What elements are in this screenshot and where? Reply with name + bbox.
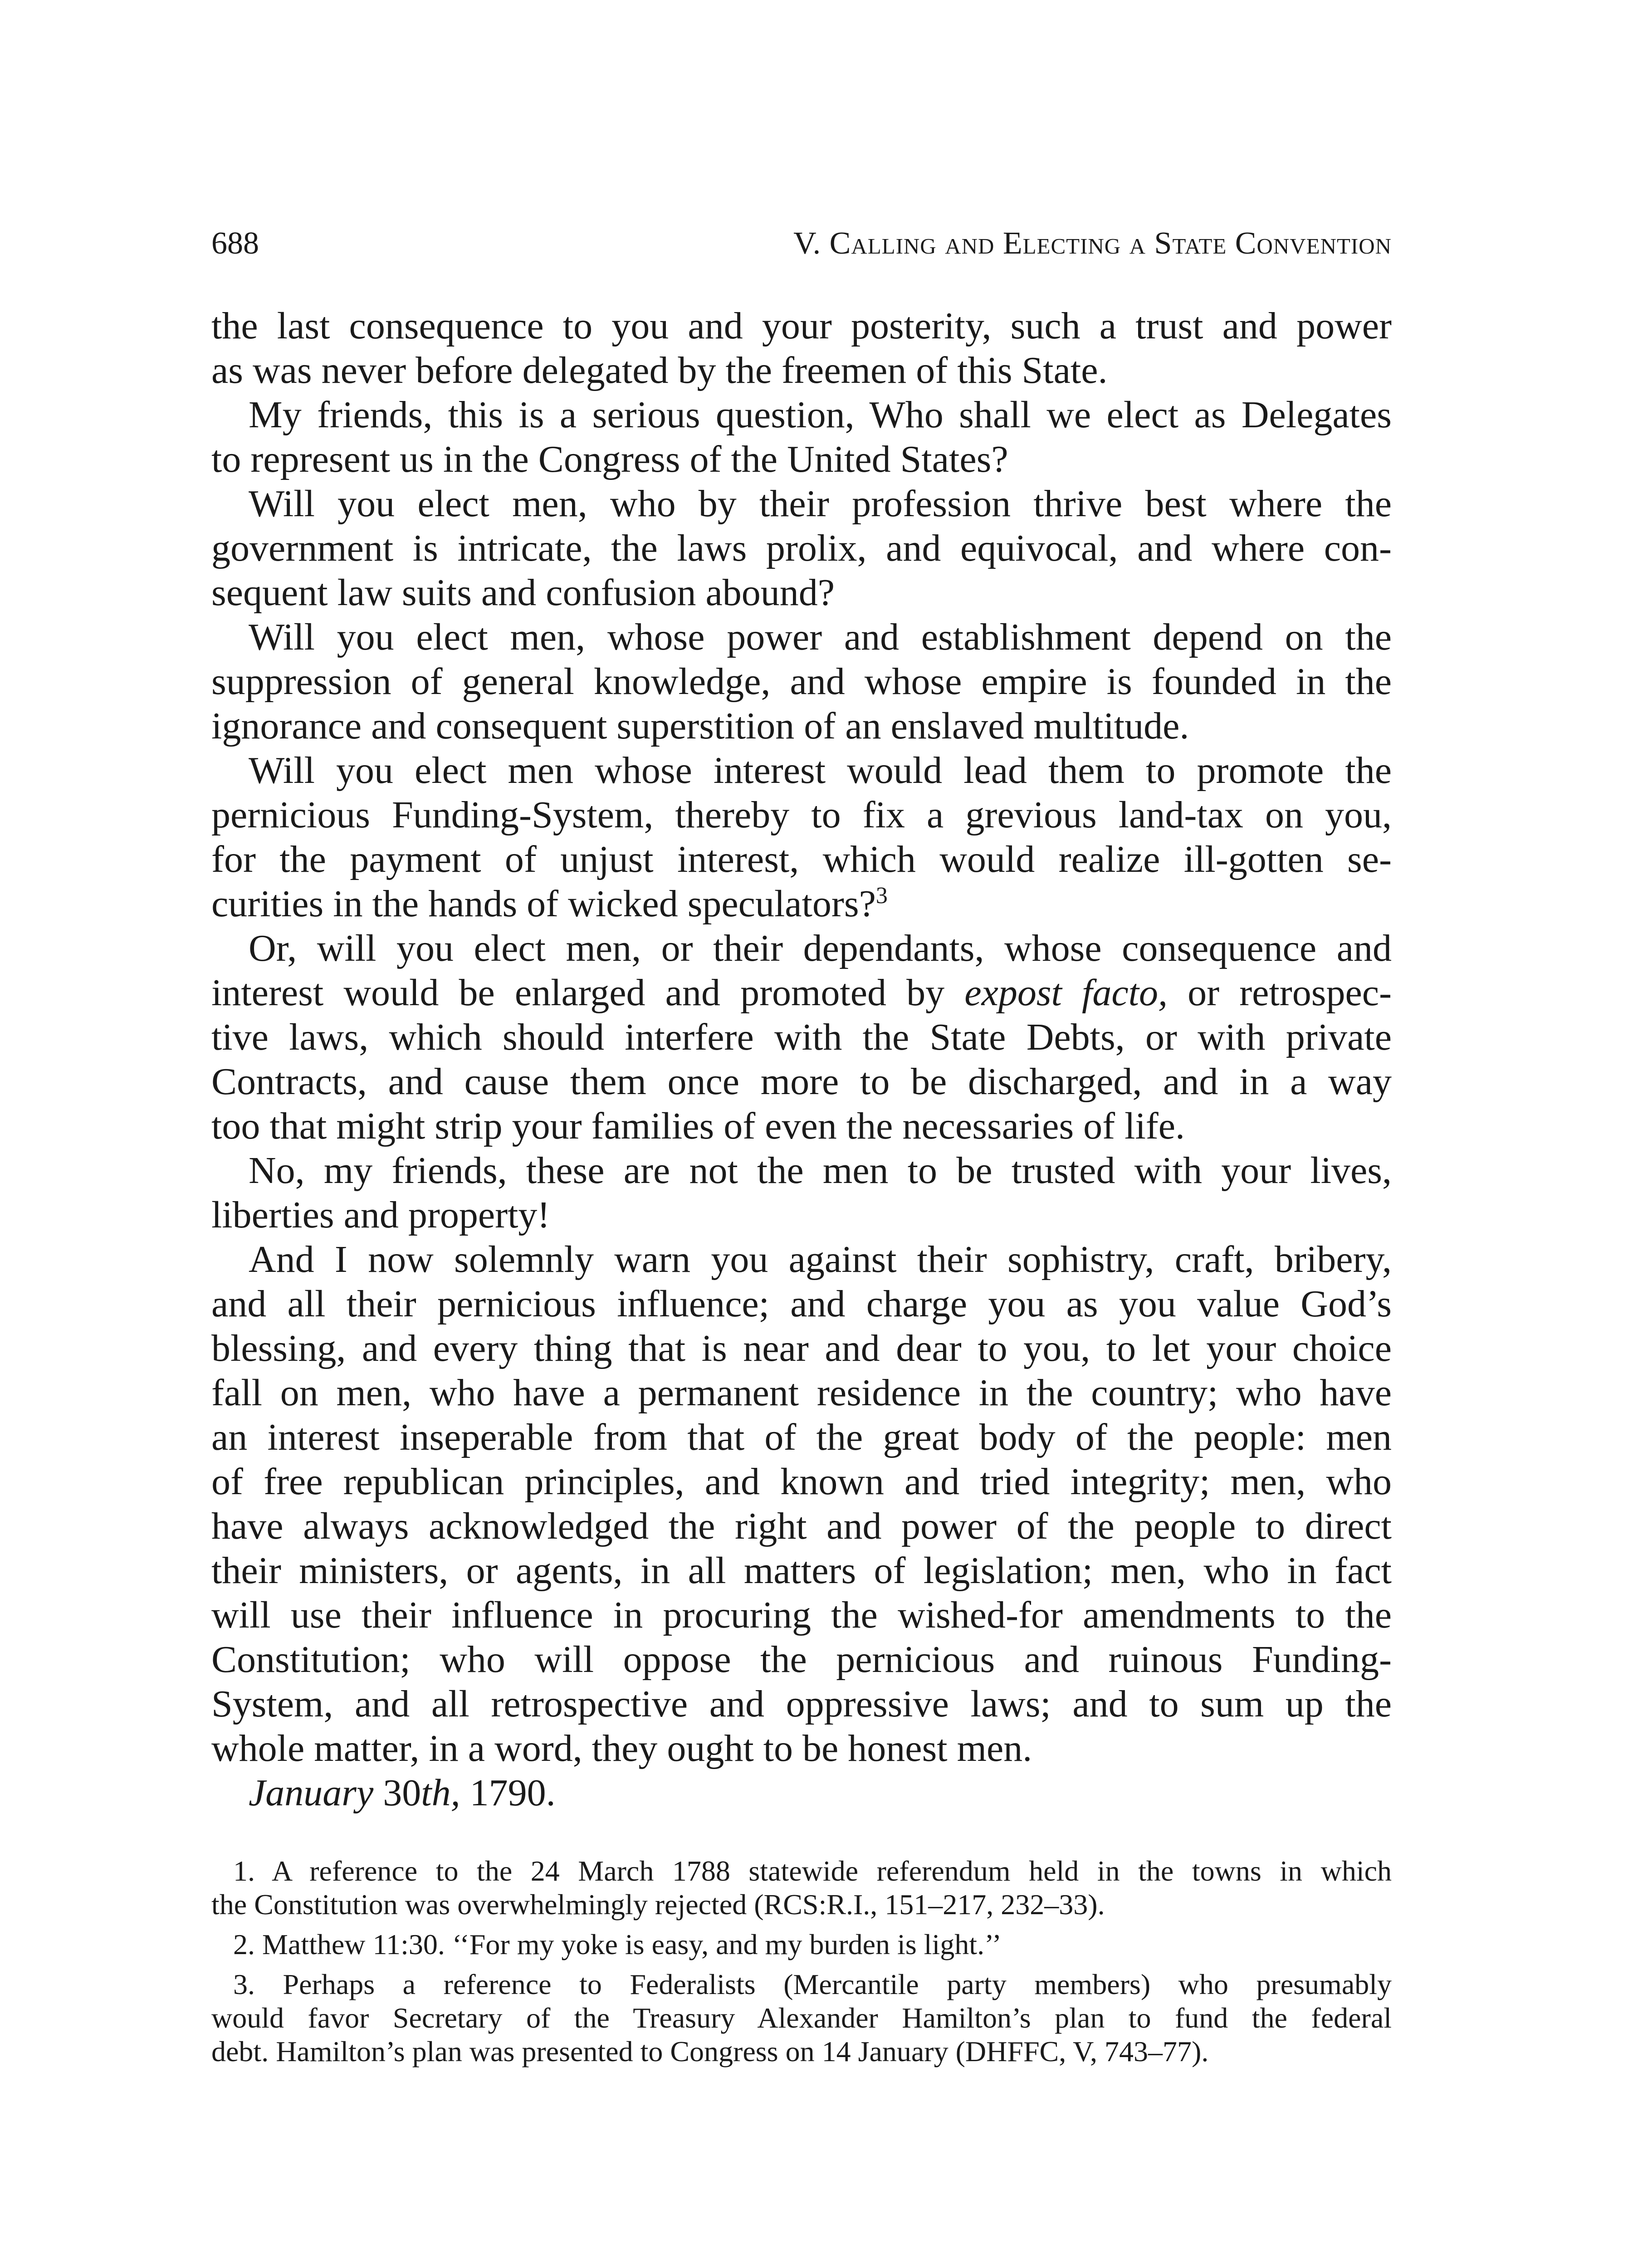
- text-line: Will you elect men whose interest would lead them to promote the: [249, 749, 1392, 792]
- text-line: Contracts, and cause them once more to be discharged, and in a way: [211, 1061, 1392, 1103]
- text-line: the last consequence to you and your posterity, such a trust and power: [211, 305, 1392, 347]
- text-line: suppression of general knowledge, and whose empire is founded in the: [211, 660, 1392, 703]
- running-head: [211, 223, 1392, 264]
- footnote-ref-3: 3: [875, 883, 888, 909]
- footnotes: [211, 1854, 1392, 2068]
- footnote-gap: [211, 1921, 1392, 1928]
- text-line: Or, will you elect men, or their dependants, whose consequence and: [249, 927, 1392, 969]
- text-run: curities in the hands of wicked speculators?: [211, 883, 876, 925]
- text-line: government is intricate, the laws prolix, and equivocal, and where con-: [211, 527, 1392, 569]
- text-run: interest would be enlarged and promoted by: [211, 972, 965, 1014]
- date-day: 30: [373, 1772, 421, 1814]
- text-line: as was never before delegated by the freemen of this State.: [211, 349, 1108, 391]
- text-line: of free republican principles, and known and tried integrity; men, who: [211, 1461, 1392, 1503]
- text-line: ignorance and consequent superstition of an enslaved multitude.: [211, 705, 1189, 747]
- text-line: [211, 971, 1392, 1015]
- text-line: for the payment of unjust interest, which would realize ill-gotten se-: [211, 838, 1392, 880]
- text-line: fall on men, who have a permanent residence in the country; who have: [211, 1372, 1392, 1414]
- text-line: No, my friends, these are not the men to be trusted with your lives,: [249, 1149, 1392, 1192]
- body-text: [211, 304, 1392, 1815]
- text-line: liberties and property!: [211, 1194, 550, 1236]
- section-title: V. Calling and Electing a State Convention: [793, 226, 1392, 261]
- date-month: January: [249, 1772, 374, 1814]
- footnote-2: 2. Matthew 11:30. ‘‘For my yoke is easy, and my burden is light.’’: [233, 1928, 1002, 1960]
- dateline: [211, 1771, 1392, 1815]
- text-run: or retrospec-: [1167, 972, 1392, 1014]
- date-year: 1790.: [460, 1772, 556, 1814]
- footnote-1-cont: the Constitution was overwhelmingly rejected (RCS:R.I., 151–217, 232–33).: [211, 1888, 1105, 1921]
- text-line: will use their influence in procuring the wished-for amendments to the: [211, 1594, 1392, 1636]
- text-line: pernicious Funding-System, thereby to fix a grevious land-tax on you,: [211, 794, 1392, 836]
- text-line: and all their pernicious influence; and charge you as you value God’s: [211, 1283, 1392, 1325]
- text-line: whole matter, in a word, they ought to be honest men.: [211, 1727, 1032, 1769]
- text-line: And I now solemnly warn you against their sophistry, craft, bribery,: [249, 1238, 1392, 1281]
- page-number: 688: [211, 226, 259, 261]
- text-line: System, and all retrospective and oppressive laws; and to sum up the: [211, 1683, 1392, 1725]
- text-line: sequent law suits and confusion abound?: [211, 572, 835, 614]
- footnote-gap: [211, 1961, 1392, 1968]
- text-line: Will you elect men, who by their profession thrive best where the: [249, 483, 1392, 525]
- text-line: Constitution; who will oppose the pernicious and ruinous Funding-: [211, 1638, 1392, 1681]
- footnote-3-cont: would favor Secretary of the Treasury Alexander Hamilton’s plan to fund the federal: [211, 2002, 1392, 2034]
- text-line: My friends, this is a serious question, Who shall we elect as Delegates: [249, 394, 1392, 436]
- text-line: to represent us in the Congress of the United States?: [211, 438, 1008, 480]
- italic-phrase: expost facto,: [964, 972, 1168, 1014]
- footnote-3-cont: debt. Hamilton’s plan was presented to Congress on 14 January (DHFFC, V, 743–77).: [211, 2035, 1209, 2068]
- text-line: Will you elect men, whose power and establishment depend on the: [249, 616, 1392, 658]
- footnote-3: 3. Perhaps a reference to Federalists (Mercantile party members) who presumably: [233, 1968, 1392, 2000]
- text-line: tive laws, which should interfere with the State Debts, or with private: [211, 1016, 1392, 1058]
- text-line: their ministers, or agents, in all matters of legislation; men, who in fact: [211, 1549, 1392, 1592]
- text-line: [211, 882, 1392, 926]
- text-line: an interest inseperable from that of the great body of the people: men: [211, 1416, 1392, 1458]
- text-line: blessing, and every thing that is near and dear to you, to let your choice: [211, 1327, 1392, 1369]
- date-suffix: th,: [421, 1772, 460, 1814]
- text-line: have always acknowledged the right and power of the people to direct: [211, 1505, 1392, 1547]
- text-line: too that might strip your families of even the necessaries of life.: [211, 1105, 1185, 1147]
- footnote-1: 1. A reference to the 24 March 1788 statewide referendum held in the towns in which: [233, 1855, 1392, 1887]
